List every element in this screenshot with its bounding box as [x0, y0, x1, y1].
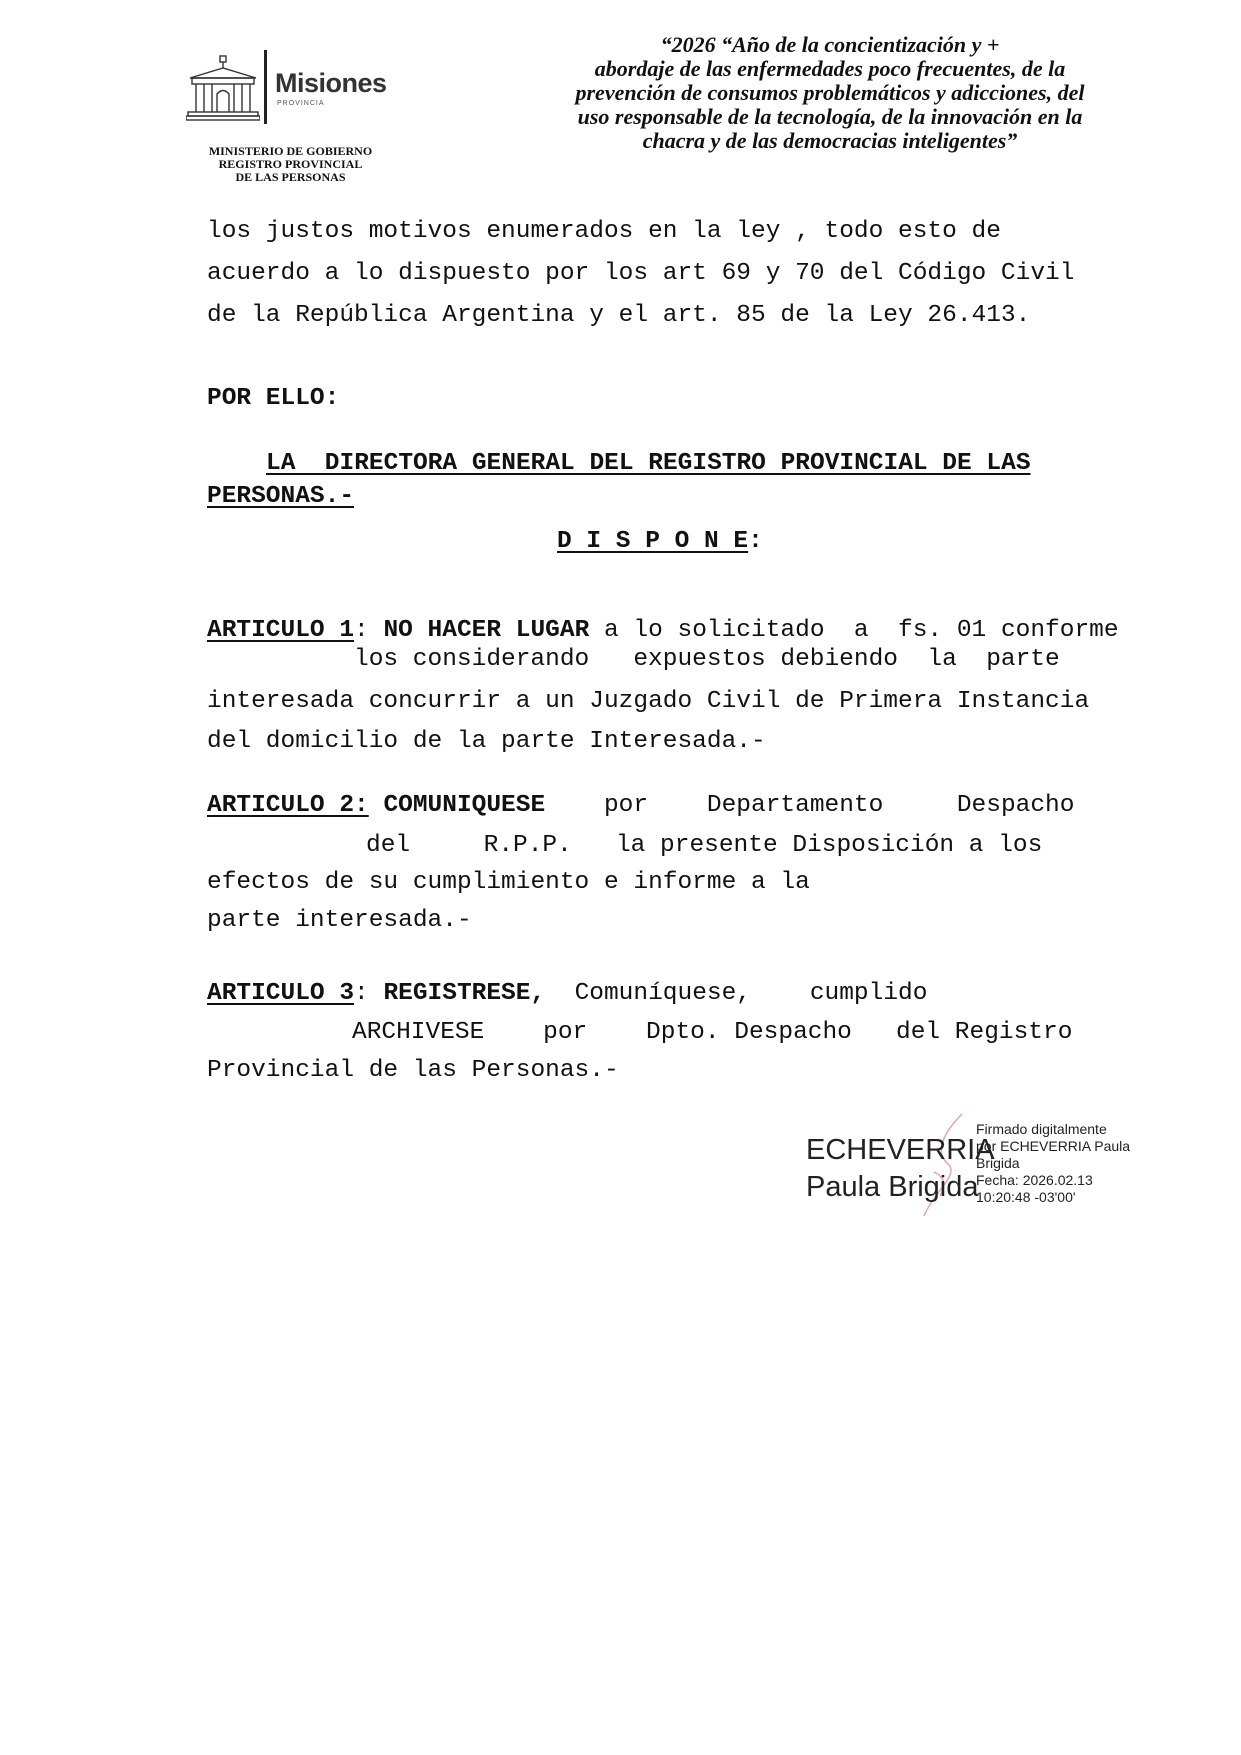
articulo-2-line1	[207, 792, 1074, 819]
year-motto	[500, 33, 1160, 153]
directora-heading-line2: PERSONAS.-	[207, 483, 355, 510]
digital-signature-details	[976, 1121, 1130, 1206]
dispone-heading	[557, 528, 763, 555]
articulo-3-line1	[207, 980, 927, 1007]
logo-subtitle: PROVINCIA	[277, 100, 325, 107]
misiones-logo	[186, 48, 396, 126]
articulo-1-label: ARTICULO 1	[207, 617, 355, 644]
por-ello-heading: POR ELLO:	[207, 385, 340, 412]
directora-heading-line1: LA DIRECTORA GENERAL DEL REGISTRO PROVINCIAL DE LAS	[266, 450, 1031, 477]
articulo-3-action: REGISTRESE,	[383, 980, 546, 1007]
articulo-3-line3: Provincial de las Personas.-	[207, 1057, 619, 1084]
ministry-block	[178, 145, 403, 184]
articulo-2-line2: del R.P.P. la presente Disposición a los	[366, 832, 1043, 859]
ministry-line: DE LAS PERSONAS	[235, 170, 346, 184]
intro-line: de la República Argentina y el art. 85 de la Ley 26.413.	[207, 302, 1031, 329]
government-building-icon	[186, 54, 260, 122]
logo-name: Misiones	[275, 68, 387, 98]
articulo-3-line2: ARCHIVESE por Dpto. Despacho del Registro	[352, 1019, 1073, 1046]
ministry-line: MINISTERIO DE GOBIERNO	[208, 144, 373, 158]
motto-line: uso responsable de la tecnología, de la innovación en la	[577, 104, 1083, 129]
signature-detail-line: Fecha: 2026.02.13	[976, 1172, 1093, 1188]
logo-divider	[264, 50, 267, 124]
articulo-2-sep	[369, 792, 384, 819]
articulo-1-line4: del domicilio de la parte Interesada.-	[207, 728, 766, 755]
signature-detail-line: Brigida	[976, 1155, 1020, 1171]
articulo-3-sep: :	[354, 980, 384, 1007]
articulo-3-label: ARTICULO 3	[207, 980, 355, 1007]
signature-detail-line: por ECHEVERRIA Paula	[976, 1138, 1131, 1154]
signer-name-line: Paula Brigida	[806, 1171, 979, 1203]
signature-detail-line: Firmado digitalmente	[976, 1121, 1107, 1137]
ministry-line: REGISTRO PROVINCIAL	[218, 157, 363, 171]
dispone-colon: :	[748, 528, 763, 555]
articulo-1-sep: :	[354, 617, 384, 644]
intro-line: acuerdo a lo dispuesto por los art 69 y 70 del Código Civil	[207, 260, 1075, 287]
motto-line: “2026 “Año de la concientización y +	[660, 32, 1000, 57]
motto-line: abordaje de las enfermedades poco frecuentes, de la	[594, 56, 1066, 81]
articulo-1-text: a lo solicitado a fs. 01 conforme	[589, 617, 1119, 644]
signature-detail-line: 10:20:48 -03'00'	[976, 1189, 1076, 1205]
articulo-2-label: ARTICULO 2:	[207, 792, 369, 819]
articulo-2-action: COMUNIQUESE	[383, 792, 546, 819]
articulo-1-action: NO HACER LUGAR	[383, 617, 590, 644]
signer-name-line: ECHEVERRIA	[806, 1134, 995, 1166]
articulo-1-line1	[207, 617, 1119, 644]
articulo-2-line3: efectos de su cumplimiento e informe a la	[207, 869, 810, 896]
signer-name	[806, 1132, 995, 1206]
articulo-3-text: Comuníquese, cumplido	[545, 980, 928, 1007]
motto-line: chacra y de las democracias inteligentes”	[642, 128, 1018, 153]
articulo-1-line3: interesada concurrir a un Juzgado Civil de Primera Instancia	[207, 688, 1090, 715]
articulo-1-line2: los considerando expuestos debiendo la parte	[354, 646, 1060, 673]
dispone-word: D I S P O N E	[557, 528, 749, 555]
articulo-2-text: por Departamento Despacho	[545, 792, 1075, 819]
articulo-2-line4: parte interesada.-	[207, 907, 472, 934]
motto-line: prevención de consumos problemáticos y adicciones, del	[575, 80, 1085, 105]
intro-line: los justos motivos enumerados en la ley , todo esto de	[207, 218, 1001, 245]
